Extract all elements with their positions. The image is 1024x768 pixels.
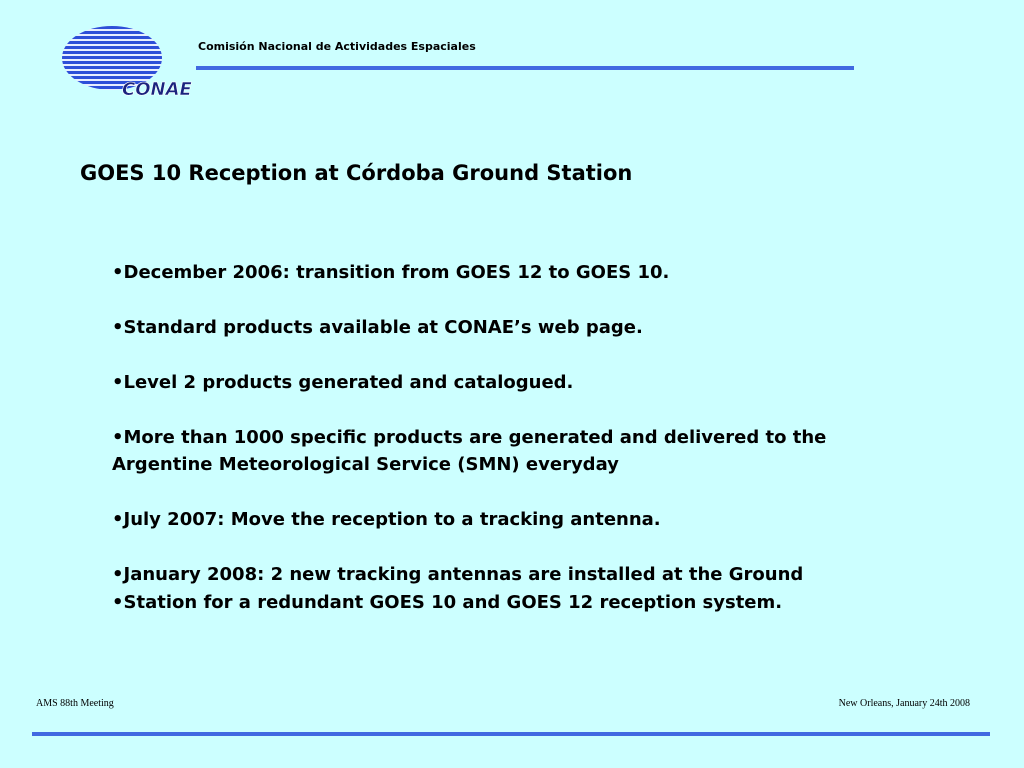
bullet-item: •More than 1000 specific products are generated and delivered to the Argentine Meteorological Service (SMN) everyday — [112, 427, 827, 476]
conae-logo — [60, 24, 192, 100]
footer-location-date: New Orleans, January 24th 2008 — [838, 698, 970, 709]
bullet-item: •January 2008: 2 new tracking antennas are installed at the Ground — [112, 564, 804, 586]
logo-wordmark: CONAE — [122, 79, 192, 100]
footer-meeting: AMS 88th Meeting — [36, 698, 114, 709]
bullet-list — [112, 259, 932, 616]
bullet-item: •Level 2 products generated and catalogued. — [112, 372, 574, 393]
bullet-item: •Standard products available at CONAE’s web page. — [112, 317, 643, 338]
bullet-item: •December 2006: transition from GOES 12 to GOES 10. — [112, 262, 670, 283]
organization-name: Comisión Nacional de Actividades Espaciales — [198, 40, 476, 53]
slide-title: GOES 10 Reception at Córdoba Ground Station — [80, 161, 633, 185]
bullet-item: •July 2007: Move the reception to a tracking antenna. — [112, 509, 661, 531]
bullet-item: •Station for a redundant GOES 10 and GOES 12 reception system. — [112, 591, 783, 613]
header-divider — [196, 66, 854, 70]
footer-divider — [32, 732, 990, 736]
